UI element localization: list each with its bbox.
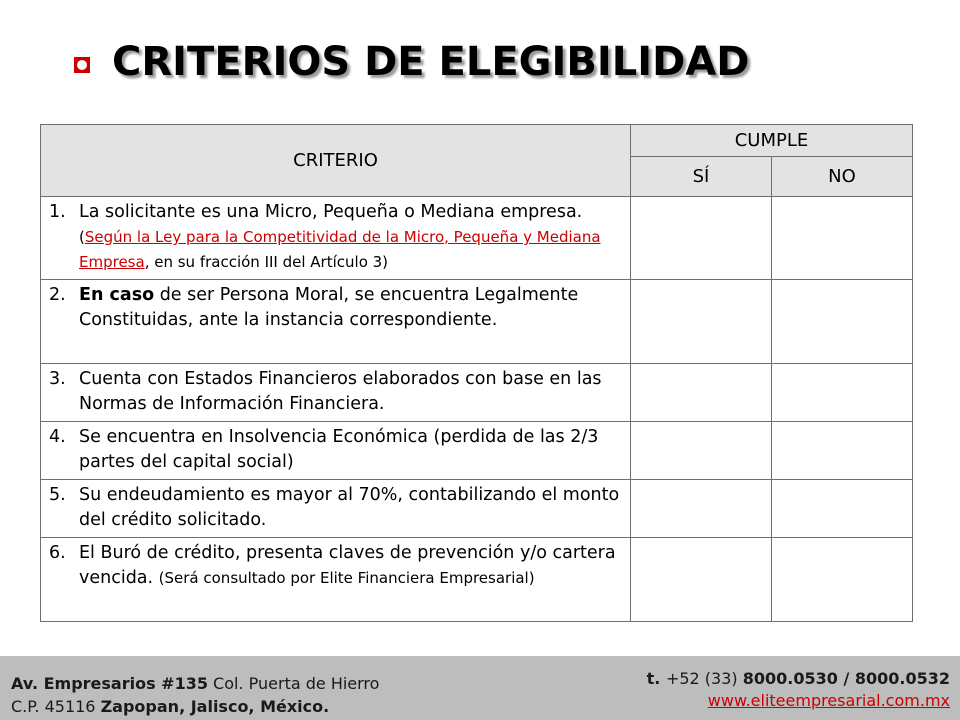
phone-number-2: 8000.0532 [854, 669, 950, 688]
address-line [11, 672, 379, 695]
criterion-text-c: , en su fracción III del Artículo 3) [144, 253, 389, 271]
cell-si[interactable] [631, 422, 772, 480]
cell-no[interactable] [772, 422, 913, 480]
postal-line [11, 695, 379, 718]
address-street: Av. Empresarios #135 [11, 674, 208, 693]
criterion-number: 5. [49, 485, 66, 505]
header-si: SÍ [631, 157, 772, 197]
cell-si[interactable] [631, 197, 772, 280]
criterion-cell [41, 538, 631, 622]
phone-area: +52 (33) [665, 669, 743, 688]
law-link[interactable]: Según la Ley para la Competitividad de la Micro, Pequeña y Mediana Empresa [79, 228, 601, 271]
address-colony: Col. Puerta de Hierro [207, 674, 380, 693]
page-title: CRITERIOS DE ELEGIBILIDAD [112, 39, 750, 85]
footer [0, 656, 960, 720]
criteria-table [40, 124, 913, 622]
criterion-text: Cuenta con Estados Financieros elaborados con base en las Normas de Información Financiera. [79, 369, 602, 414]
title-block [74, 32, 749, 92]
table-row [41, 480, 913, 538]
table-row [41, 538, 913, 622]
footer-address [11, 672, 379, 718]
header-no: NO [772, 157, 913, 197]
criterion-bold: En caso [79, 285, 155, 305]
criterion-text-a: La solicitante es una Micro, Pequeña o Mediana empresa. [79, 202, 583, 222]
criterion-cell [41, 364, 631, 422]
website-link[interactable]: www.eliteempresarial.com.mx [707, 691, 950, 710]
criterion-text-rest: de ser Persona Moral, se encuentra Legalmente Constituidas, ante la instancia correspondiente. [79, 285, 579, 330]
cell-si[interactable] [631, 538, 772, 622]
phone-separator: / [837, 669, 855, 688]
table-row [41, 422, 913, 480]
cell-no[interactable] [772, 197, 913, 280]
phone-prefix: t. [646, 669, 666, 688]
criterion-text-b: ( [79, 228, 85, 246]
criterion-cell [41, 280, 631, 364]
table-row [41, 280, 913, 364]
criterion-cell [41, 422, 631, 480]
cell-si[interactable] [631, 480, 772, 538]
phone-line [647, 668, 950, 690]
city: Zapopan, Jalisco, México. [100, 697, 330, 716]
postal-code: C.P. 45116 [11, 697, 101, 716]
criterion-cell [41, 197, 631, 280]
criterion-number: 3. [49, 369, 66, 389]
bullet-dot [77, 60, 87, 70]
footer-contact [647, 668, 950, 712]
phone-number-1: 8000.0530 [742, 669, 838, 688]
table-row [41, 364, 913, 422]
criterion-text: Se encuentra en Insolvencia Económica (perdida de las 2/3 partes del capital social) [79, 427, 599, 472]
cell-no[interactable] [772, 280, 913, 364]
criterion-text [79, 541, 622, 591]
header-cumple: CUMPLE [631, 125, 913, 157]
criterion-number: 6. [49, 543, 66, 563]
header-criterio: CRITERIO [41, 125, 631, 197]
criterion-number: 4. [49, 427, 66, 447]
cell-no[interactable] [772, 538, 913, 622]
criterion-text-main: El Buró de crédito, presenta claves de prevención y/o cartera vencida. [79, 543, 616, 588]
criterion-text: Su endeudamiento es mayor al 70%, contabilizando el monto del crédito solicitado. [79, 485, 620, 530]
cell-no[interactable] [772, 364, 913, 422]
criterion-number: 2. [49, 285, 66, 305]
criterion-cell [41, 480, 631, 538]
bullet-icon [74, 57, 90, 73]
criterion-text [79, 283, 622, 333]
cell-si[interactable] [631, 280, 772, 364]
table-row [41, 197, 913, 280]
criterion-number: 1. [49, 202, 66, 222]
cell-si[interactable] [631, 364, 772, 422]
cell-no[interactable] [772, 480, 913, 538]
criterion-text [79, 200, 622, 275]
criterion-note: (Será consultado por Elite Financiera Empresarial) [158, 569, 535, 587]
